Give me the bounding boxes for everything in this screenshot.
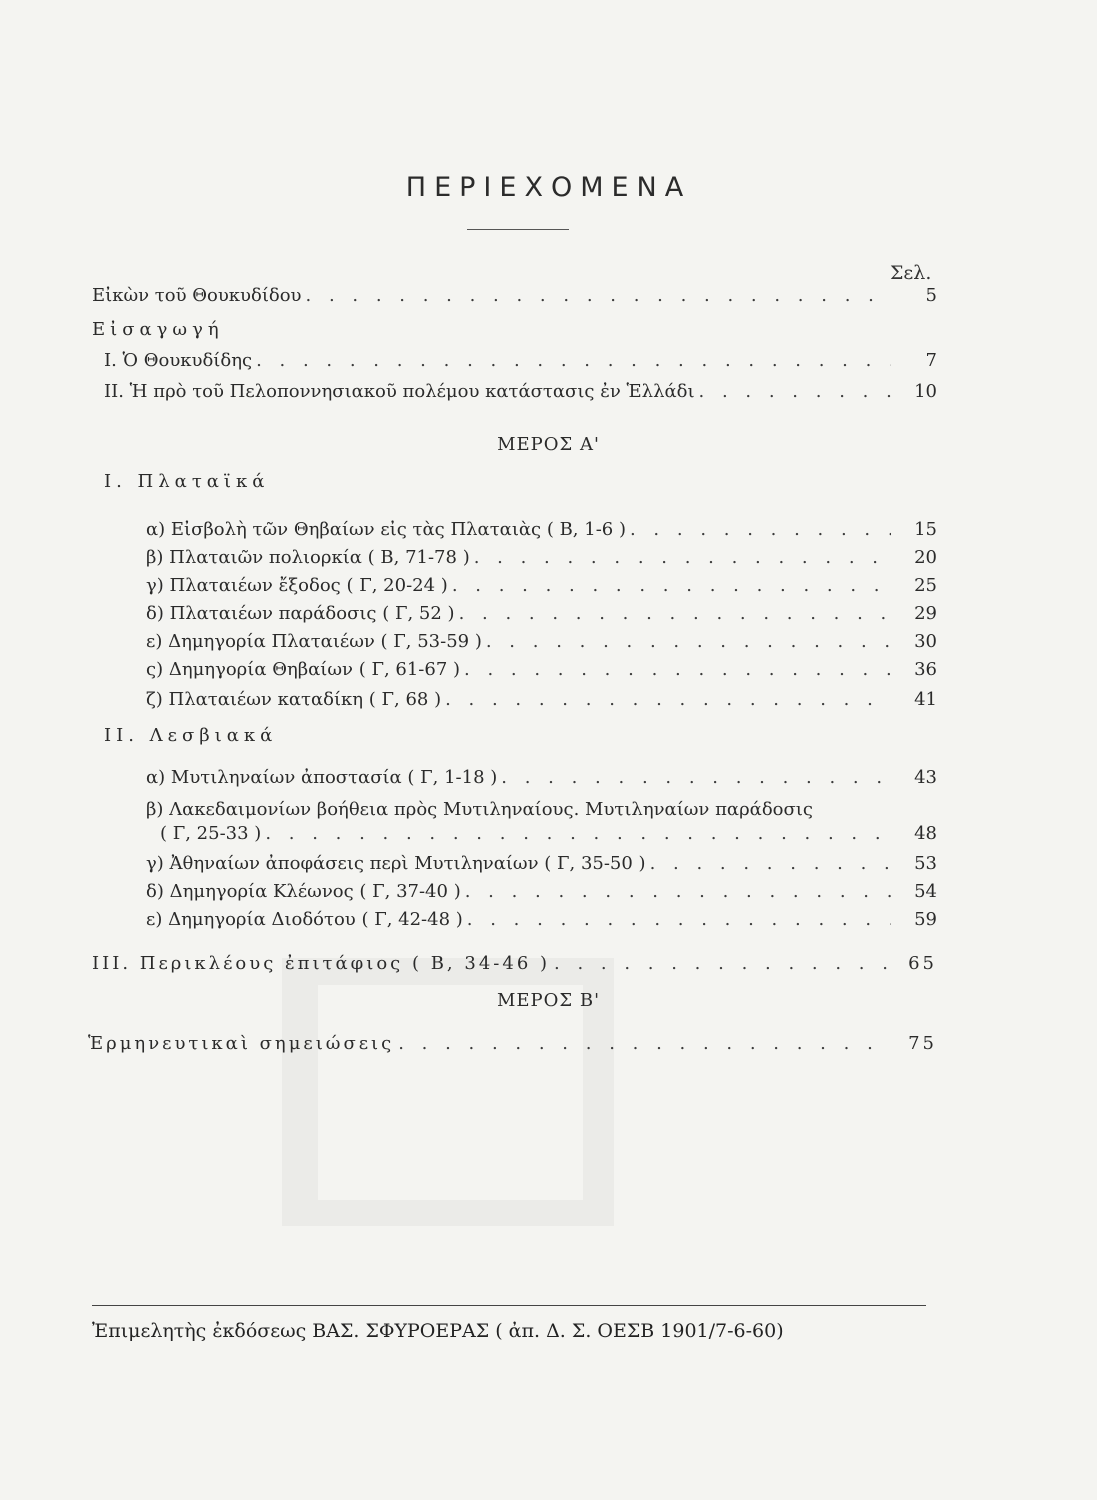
toc-row-s2-b-line2: ( Γ, 25-33 ) . . . 48: [160, 822, 937, 848]
toc-row-intro-1: Ι. Ὁ Θουκυδίδης . . . 7: [104, 349, 937, 375]
page-column-label: Σελ.: [890, 262, 932, 284]
part-a-heading: ΜΕΡΟΣ Α': [497, 434, 600, 455]
toc-row-intro-2: ΙΙ. Ἡ πρὸ τοῦ Πελοποννησιακοῦ πολέμου κατάστασις ἐν Ἑλλάδι . . . 10: [104, 380, 937, 406]
toc-row-s1-g: ζ) Πλαταιέων καταδίκη ( Γ, 68 ) . . . 41: [146, 688, 937, 714]
intro-heading: Εἰσαγωγή: [92, 319, 224, 340]
toc-row-s2-e: ε) Δημηγορία Διοδότου ( Γ, 42-48 ) . . . 59: [146, 908, 937, 934]
section-2-heading: ΙΙ. Λεσβιακά: [104, 725, 278, 746]
section-1-heading: Ι. Πλαταϊκά: [104, 471, 270, 492]
toc-row-s1-b: β) Πλαταιῶν πολιορκία ( Β, 71-78 ) . . . 20: [146, 546, 937, 572]
toc-row-s2-d: δ) Δημηγορία Κλέωνος ( Γ, 37-40 ) . . . 54: [146, 880, 937, 906]
editor-credit: Ἐπιμελητὴς ἐκδόσεως ΒΑΣ. ΣΦΥΡΟΕΡΑΣ ( ἀπ. Δ. Σ. ΟΕΣΒ 1901/7-6-60): [92, 1320, 784, 1342]
title-rule: [467, 229, 569, 230]
part-b-heading: ΜΕΡΟΣ Β': [496, 990, 601, 1011]
toc-row-s1-c: γ) Πλαταιέων ἔξοδος ( Γ, 20-24 ) . . . 25: [146, 574, 937, 600]
show-through-inner: [318, 985, 583, 1200]
toc-row-portrait: Εἰκὼν τοῦ Θουκυδίδου . . . 5: [92, 284, 937, 310]
toc-row-s1-e: ε) Δημηγορία Πλαταιέων ( Γ, 53-59 ) . . . 30: [146, 630, 937, 656]
toc-row-s2-c: γ) Ἀθηναίων ἀποφάσεις περὶ Μυτιληναίων ( Γ, 35-50 ) . . . 53: [146, 852, 937, 878]
footer-rule: [92, 1305, 926, 1306]
page-title: ΠΕΡΙΕΧΟΜΕΝΑ: [405, 172, 692, 203]
toc-row-notes: Ἑρμηνευτικαὶ σημειώσεις . . . 75: [88, 1032, 937, 1058]
toc-row-s2-b-line1: β) Λακεδαιμονίων βοήθεια πρὸς Μυτιληναίους. Μυτιληναίων παράδοσις: [146, 799, 813, 820]
toc-row-s1-a: α) Εἰσβολὴ τῶν Θηβαίων εἰς τὰς Πλαταιὰς ( Β, 1-6 ) . . . 15: [146, 518, 937, 544]
toc-row-s2-a: α) Μυτιληναίων ἀποστασία ( Γ, 1-18 ) . . . 43: [146, 766, 937, 792]
toc-row-s3: ΙΙΙ. Περικλέους ἐπιτάφιος ( Β, 34-46 ) . . . 65: [92, 952, 937, 978]
toc-row-s1-d: δ) Πλαταιέων παράδοσις ( Γ, 52 ) . . . 29: [146, 602, 937, 628]
toc-row-s1-f: ς) Δημηγορία Θηβαίων ( Γ, 61-67 ) . . . 36: [146, 658, 937, 684]
